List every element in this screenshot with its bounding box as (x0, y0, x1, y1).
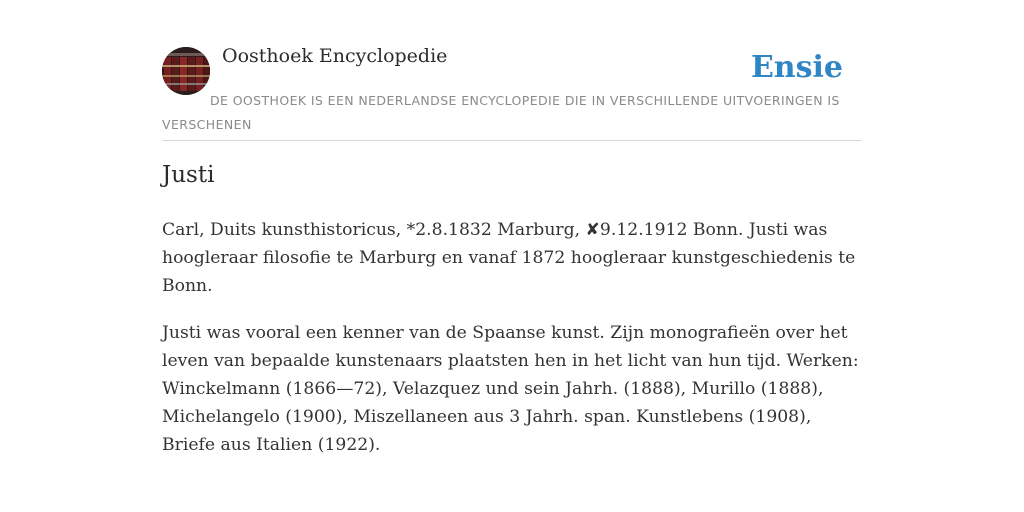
encyclopedia-books-icon[interactable] (162, 47, 210, 95)
avatar-image (162, 47, 210, 95)
site-header (162, 0, 862, 141)
entry-paragraph: Justi was vooral een kenner van de Spaanse kunst. Zijn monografieën over het leven van bepaalde kunstenaars plaatsten hen in het licht van hun tijd. Werken: Winckelmann (1866—72), Velazquez und sein Jahrh. (1888), Murillo (1888), Michelangelo (1900), Miszellaneen aus 3 Jahrh. span. Kunstlebens (1908), Briefe aus Italien (1922). (162, 323, 859, 455)
page (162, 0, 862, 455)
entry-body (162, 216, 862, 478)
source-title[interactable]: Oosthoek Encyclopedie (222, 45, 448, 67)
entry-title: Justi (162, 162, 215, 188)
brand-logo[interactable]: Ensie (750, 50, 843, 85)
source-description: DE OOSTHOEK IS EEN NEDERLANDSE ENCYCLOPEDIE DIE IN VERSCHILLENDE UITVOERINGEN IS VERSCHENEN (162, 93, 840, 132)
entry-paragraph: Carl, Duits kunsthistoricus, *2.8.1832 Marburg, ✘9.12.1912 Bonn. Justi was hoogleraar filosofie te Marburg en vanaf 1872 hoogleraar kunstgeschiedenis te Bonn. (162, 220, 856, 296)
